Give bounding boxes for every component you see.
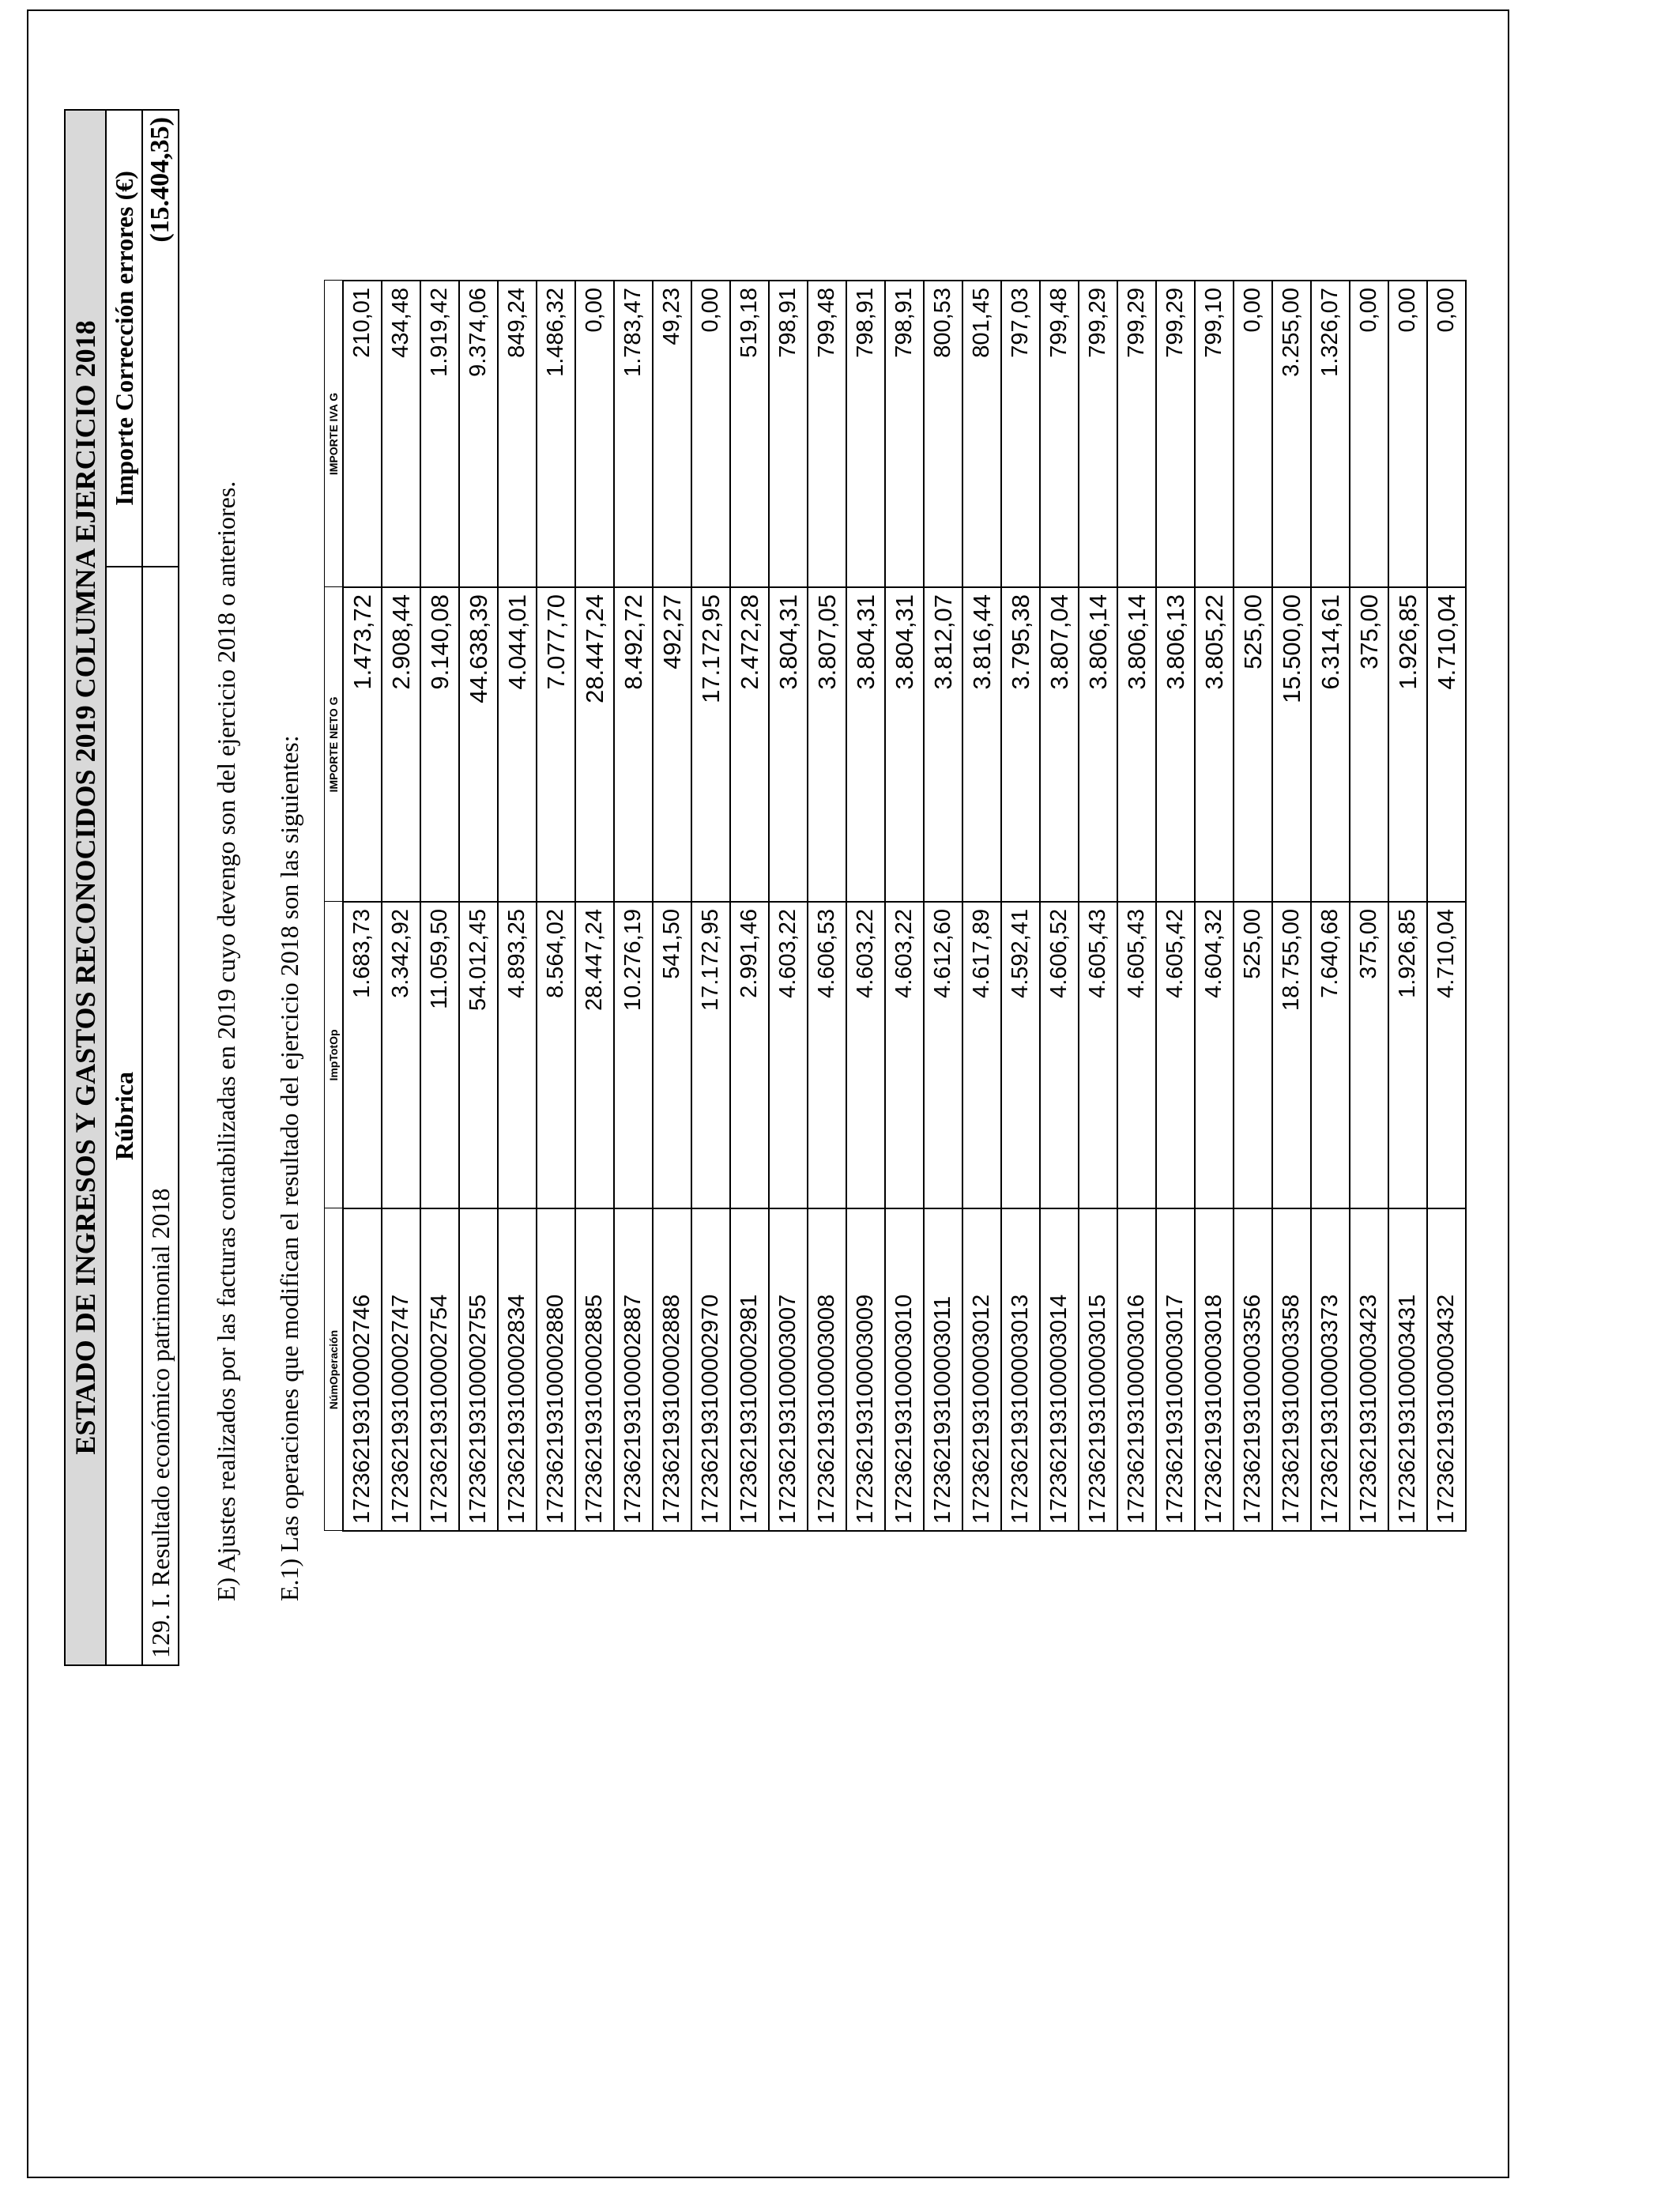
table-row <box>1079 281 1117 1531</box>
table-row <box>1195 281 1234 1531</box>
table-row <box>1388 281 1427 1531</box>
numoperacion-cell: 172362193100003014 <box>1040 1208 1079 1531</box>
imptotop-cell: 4.606,53 <box>808 902 846 1208</box>
importe-neto-cell: 44.638,39 <box>459 587 498 902</box>
importe-iva-cell: 1.783,47 <box>614 281 653 587</box>
numoperacion-cell: 172362193100003018 <box>1195 1208 1234 1531</box>
importe-neto-cell: 6.314,61 <box>1311 587 1350 902</box>
imptotop-cell: 375,00 <box>1350 902 1388 1208</box>
importe-iva-cell: 0,00 <box>1427 281 1466 587</box>
imptotop-cell: 4.603,22 <box>885 902 924 1208</box>
numoperacion-cell: 172362193100003017 <box>1156 1208 1195 1531</box>
importe-iva-cell: 799,29 <box>1156 281 1195 587</box>
importe-iva-cell: 0,00 <box>1350 281 1388 587</box>
imptotop-cell: 4.605,43 <box>1117 902 1156 1208</box>
importe-iva-cell: 1.486,32 <box>537 281 575 587</box>
table-row <box>498 281 537 1531</box>
numoperacion-cell: 172362193100003012 <box>962 1208 1001 1531</box>
imptotop-cell: 4.612,60 <box>924 902 962 1208</box>
importe-neto-cell: 3.805,22 <box>1195 587 1234 902</box>
importe-neto-cell: 3.807,05 <box>808 587 846 902</box>
summary-title-row <box>65 110 106 1665</box>
importe-neto-cell: 4.710,04 <box>1427 587 1466 902</box>
importe-iva-cell: 210,01 <box>343 281 382 587</box>
table-row <box>653 281 691 1531</box>
importe-iva-cell: 799,29 <box>1117 281 1156 587</box>
importe-neto-cell: 1.926,85 <box>1388 587 1427 902</box>
imptotop-cell: 525,00 <box>1234 902 1272 1208</box>
table-row <box>343 281 382 1531</box>
importe-neto-cell: 375,00 <box>1350 587 1388 902</box>
imptotop-cell: 4.710,04 <box>1427 902 1466 1208</box>
paragraph-ajustes: E) Ajustes realizados por las facturas contabilizadas en 2019 cuyo devengo son del ejercicio 2018 o anteriores. <box>212 481 240 1601</box>
table-row <box>420 281 459 1531</box>
importe-iva-cell: 1.919,42 <box>420 281 459 587</box>
table-row <box>808 281 846 1531</box>
summary-title: ESTADO DE INGRESOS Y GASTOS RECONOCIDOS 2019 COLUMNA EJERCICIO 2018 <box>65 110 106 1665</box>
operations-header-row <box>325 281 344 1531</box>
importe-neto-cell: 8.492,72 <box>614 587 653 902</box>
table-row <box>1156 281 1195 1531</box>
importe-neto-cell: 15.500,00 <box>1272 587 1311 902</box>
importe-neto-cell: 3.816,44 <box>962 587 1001 902</box>
imptotop-cell: 541,50 <box>653 902 691 1208</box>
imptotop-cell: 7.640,68 <box>1311 902 1350 1208</box>
importe-neto-cell: 7.077,70 <box>537 587 575 902</box>
table-row <box>537 281 575 1531</box>
numoperacion-cell: 172362193100002970 <box>691 1208 730 1531</box>
imptotop-cell: 4.604,32 <box>1195 902 1234 1208</box>
numoperacion-cell: 172362193100002888 <box>653 1208 691 1531</box>
imptotop-cell: 4.605,42 <box>1156 902 1195 1208</box>
importe-iva-cell: 801,45 <box>962 281 1001 587</box>
numoperacion-cell: 172362193100002885 <box>575 1208 614 1531</box>
numoperacion-cell: 172362193100003015 <box>1079 1208 1117 1531</box>
numoperacion-cell: 172362193100002834 <box>498 1208 537 1531</box>
column-header-numoperacion: NúmOperación <box>325 1208 344 1531</box>
importe-iva-cell: 0,00 <box>575 281 614 587</box>
importe-neto-cell: 3.807,04 <box>1040 587 1079 902</box>
table-row <box>614 281 653 1531</box>
table-row <box>1311 281 1350 1531</box>
importe-iva-cell: 849,24 <box>498 281 537 587</box>
imptotop-cell: 1.926,85 <box>1388 902 1427 1208</box>
imptotop-cell: 3.342,92 <box>382 902 420 1208</box>
column-header-importe-neto: IMPORTE NETO G <box>325 587 344 902</box>
imptotop-cell: 4.893,25 <box>498 902 537 1208</box>
importe-neto-cell: 2.908,44 <box>382 587 420 902</box>
importe-iva-cell: 797,03 <box>1001 281 1040 587</box>
importe-iva-cell: 798,91 <box>885 281 924 587</box>
numoperacion-cell: 172362193100003010 <box>885 1208 924 1531</box>
numoperacion-cell: 172362193100002747 <box>382 1208 420 1531</box>
importe-value: (15.404,35) <box>142 110 179 567</box>
rubrica-value: 129. I. Resultado económico patrimonial 2018 <box>142 567 179 1665</box>
imptotop-cell: 4.592,41 <box>1001 902 1040 1208</box>
numoperacion-cell: 172362193100002746 <box>343 1208 382 1531</box>
imptotop-cell: 2.991,46 <box>730 902 769 1208</box>
table-row <box>924 281 962 1531</box>
numoperacion-cell: 172362193100003423 <box>1350 1208 1388 1531</box>
numoperacion-cell: 172362193100003011 <box>924 1208 962 1531</box>
imptotop-cell: 54.012,45 <box>459 902 498 1208</box>
operations-table-body <box>343 281 1466 1531</box>
imptotop-cell: 4.605,43 <box>1079 902 1117 1208</box>
numoperacion-cell: 172362193100003007 <box>769 1208 808 1531</box>
imptotop-cell: 28.447,24 <box>575 902 614 1208</box>
numoperacion-cell: 172362193100002880 <box>537 1208 575 1531</box>
importe-iva-cell: 49,23 <box>653 281 691 587</box>
numoperacion-cell: 172362193100003373 <box>1311 1208 1350 1531</box>
importe-iva-cell: 3.255,00 <box>1272 281 1311 587</box>
table-row <box>1427 281 1466 1531</box>
operations-table <box>324 280 1467 1532</box>
summary-table <box>64 109 179 1666</box>
rotated-page-content <box>28 11 1511 2180</box>
numoperacion-cell: 172362193100002981 <box>730 1208 769 1531</box>
table-row <box>1040 281 1079 1531</box>
importe-neto-cell: 3.812,07 <box>924 587 962 902</box>
table-row <box>691 281 730 1531</box>
importe-neto-cell: 3.804,31 <box>769 587 808 902</box>
summary-column-header-row <box>106 110 142 1665</box>
importe-iva-cell: 9.374,06 <box>459 281 498 587</box>
imptotop-cell: 1.683,73 <box>343 902 382 1208</box>
importe-iva-cell: 519,18 <box>730 281 769 587</box>
imptotop-cell: 4.606,52 <box>1040 902 1079 1208</box>
importe-neto-cell: 492,27 <box>653 587 691 902</box>
numoperacion-cell: 172362193100003016 <box>1117 1208 1156 1531</box>
table-row <box>1001 281 1040 1531</box>
importe-neto-cell: 3.804,31 <box>885 587 924 902</box>
importe-neto-cell: 28.447,24 <box>575 587 614 902</box>
importe-neto-cell: 525,00 <box>1234 587 1272 902</box>
numoperacion-cell: 172362193100002887 <box>614 1208 653 1531</box>
numoperacion-cell: 172362193100003008 <box>808 1208 846 1531</box>
importe-iva-cell: 798,91 <box>846 281 885 587</box>
numoperacion-cell: 172362193100002754 <box>420 1208 459 1531</box>
importe-iva-cell: 798,91 <box>769 281 808 587</box>
numoperacion-cell: 172362193100003431 <box>1388 1208 1427 1531</box>
table-row <box>382 281 420 1531</box>
imptotop-cell: 11.059,50 <box>420 902 459 1208</box>
importe-neto-cell: 3.804,31 <box>846 587 885 902</box>
numoperacion-cell: 172362193100002755 <box>459 1208 498 1531</box>
column-header-imptotop: ImpTotOp <box>325 902 344 1208</box>
summary-data-row <box>142 110 179 1665</box>
table-row <box>1117 281 1156 1531</box>
imptotop-cell: 4.603,22 <box>846 902 885 1208</box>
imptotop-cell: 18.755,00 <box>1272 902 1311 1208</box>
importe-iva-cell: 799,29 <box>1079 281 1117 587</box>
importe-iva-cell: 0,00 <box>691 281 730 587</box>
importe-neto-cell: 17.172,95 <box>691 587 730 902</box>
table-row <box>846 281 885 1531</box>
importe-iva-cell: 799,48 <box>1040 281 1079 587</box>
table-row <box>962 281 1001 1531</box>
importe-iva-cell: 0,00 <box>1234 281 1272 587</box>
imptotop-cell: 4.603,22 <box>769 902 808 1208</box>
importe-iva-cell: 0,00 <box>1388 281 1427 587</box>
importe-column-header: Importe Corrección errores (€) <box>106 110 142 567</box>
table-row <box>575 281 614 1531</box>
table-row <box>885 281 924 1531</box>
table-row <box>459 281 498 1531</box>
importe-neto-cell: 3.806,14 <box>1079 587 1117 902</box>
numoperacion-cell: 172362193100003432 <box>1427 1208 1466 1531</box>
importe-iva-cell: 800,53 <box>924 281 962 587</box>
numoperacion-cell: 172362193100003009 <box>846 1208 885 1531</box>
importe-neto-cell: 4.044,01 <box>498 587 537 902</box>
importe-iva-cell: 799,10 <box>1195 281 1234 587</box>
table-row <box>1350 281 1388 1531</box>
table-row <box>730 281 769 1531</box>
imptotop-cell: 4.617,89 <box>962 902 1001 1208</box>
imptotop-cell: 8.564,02 <box>537 902 575 1208</box>
importe-neto-cell: 2.472,28 <box>730 587 769 902</box>
importe-neto-cell: 3.795,38 <box>1001 587 1040 902</box>
importe-iva-cell: 1.326,07 <box>1311 281 1350 587</box>
numoperacion-cell: 172362193100003356 <box>1234 1208 1272 1531</box>
numoperacion-cell: 172362193100003358 <box>1272 1208 1311 1531</box>
rubrica-column-header: Rúbrica <box>106 567 142 1665</box>
importe-neto-cell: 3.806,13 <box>1156 587 1195 902</box>
table-row <box>1272 281 1311 1531</box>
numoperacion-cell: 172362193100003013 <box>1001 1208 1040 1531</box>
table-row <box>769 281 808 1531</box>
paragraph-operaciones: E.1) Las operaciones que modifican el resultado del ejercicio 2018 son las siguientes: <box>275 735 303 1601</box>
importe-iva-cell: 434,48 <box>382 281 420 587</box>
importe-neto-cell: 3.806,14 <box>1117 587 1156 902</box>
column-header-importe-iva: IMPORTE IVA G <box>325 281 344 587</box>
imptotop-cell: 10.276,19 <box>614 902 653 1208</box>
page-frame <box>27 9 1509 2178</box>
importe-iva-cell: 799,48 <box>808 281 846 587</box>
imptotop-cell: 17.172,95 <box>691 902 730 1208</box>
table-row <box>1234 281 1272 1531</box>
importe-neto-cell: 1.473,72 <box>343 587 382 902</box>
importe-neto-cell: 9.140,08 <box>420 587 459 902</box>
